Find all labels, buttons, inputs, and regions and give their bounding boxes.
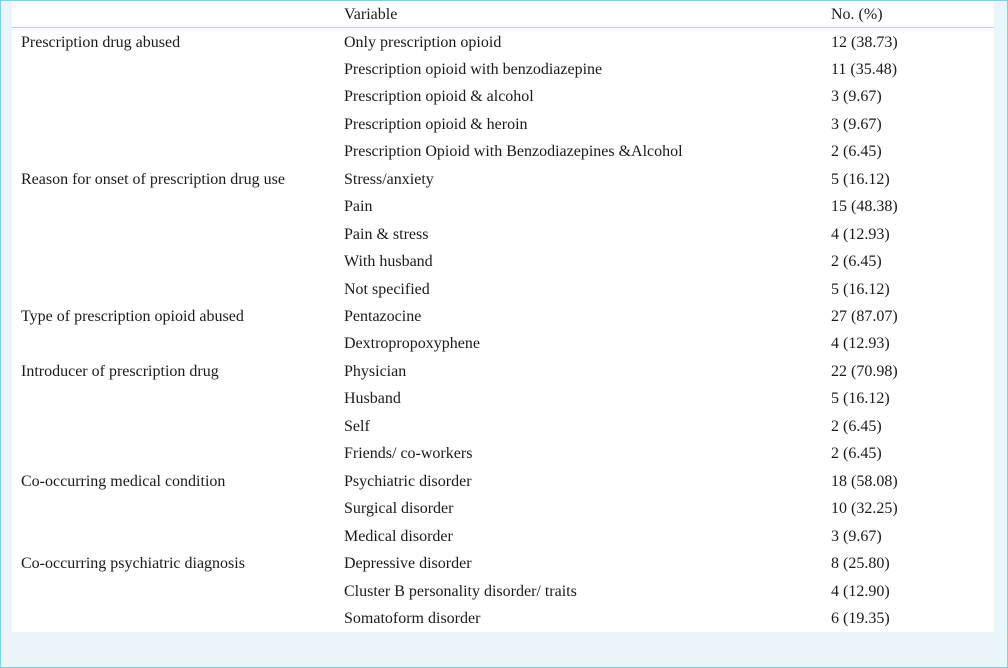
row-variable: Pain — [344, 198, 373, 216]
row-count: 2 (6.45) — [831, 445, 882, 463]
row-count: 3 (9.67) — [831, 527, 882, 545]
row-variable: Surgical disorder — [344, 500, 454, 518]
row-count: 2 (6.45) — [831, 253, 882, 271]
row-variable: Friends/ co-workers — [344, 445, 473, 463]
row-count: 22 (70.98) — [831, 362, 898, 380]
row-variable: Self — [344, 417, 370, 435]
row-count: 12 (38.73) — [831, 33, 898, 51]
row-count: 4 (12.90) — [831, 582, 890, 600]
row-count: 2 (6.45) — [831, 417, 882, 435]
row-variable: Prescription Opioid with Benzodiazepines &Alcohol — [344, 143, 683, 161]
row-variable: Not specified — [344, 280, 430, 298]
row-category: Co-occurring psychiatric diagnosis — [21, 555, 245, 573]
row-count: 10 (32.25) — [831, 500, 898, 518]
row-count: 2 (6.45) — [831, 143, 882, 161]
row-category: Reason for onset of prescription drug use — [21, 170, 285, 188]
row-count: 15 (48.38) — [831, 198, 898, 216]
row-variable: Only prescription opioid — [344, 33, 502, 51]
row-category: Co-occurring medical condition — [21, 472, 226, 490]
row-count: 6 (19.35) — [831, 609, 890, 627]
row-category: Introducer of prescription drug — [21, 362, 219, 380]
row-variable: Prescription opioid & heroin — [344, 115, 528, 133]
row-variable: With husband — [344, 253, 433, 271]
row-count: 5 (16.12) — [831, 280, 890, 298]
row-variable: Medical disorder — [344, 527, 453, 545]
row-count: 8 (25.80) — [831, 555, 890, 573]
header-variable: Variable — [344, 6, 398, 23]
row-variable: Physician — [344, 362, 407, 380]
row-variable: Somatoform disorder — [344, 609, 481, 627]
row-variable: Husband — [344, 390, 401, 408]
row-count: 4 (12.93) — [831, 335, 890, 353]
row-category: Type of prescription opioid abused — [21, 308, 244, 325]
row-variable: Pain & stress — [344, 225, 429, 243]
row-count: 3 (9.67) — [831, 115, 882, 133]
row-variable: Dextropropoxyphene — [344, 335, 480, 353]
row-variable: Depressive disorder — [344, 555, 472, 573]
row-variable: Stress/anxiety — [344, 170, 434, 188]
row-count: 18 (58.08) — [831, 472, 898, 490]
row-count: 27 (87.07) — [831, 308, 898, 325]
row-variable: Prescription opioid & alcohol — [344, 88, 534, 106]
header-count: No. (%) — [831, 6, 883, 23]
row-count: 3 (9.67) — [831, 88, 882, 106]
row-variable: Pentazocine — [344, 308, 422, 325]
row-variable: Cluster B personality disorder/ traits — [344, 582, 577, 600]
row-variable: Psychiatric disorder — [344, 472, 472, 490]
row-count: 5 (16.12) — [831, 170, 890, 188]
row-count: 5 (16.12) — [831, 390, 890, 408]
row-category: Prescription drug abused — [21, 33, 181, 51]
row-count: 11 (35.48) — [831, 60, 898, 78]
row-variable: Prescription opioid with benzodiazepine — [344, 60, 603, 78]
row-count: 4 (12.93) — [831, 225, 890, 243]
